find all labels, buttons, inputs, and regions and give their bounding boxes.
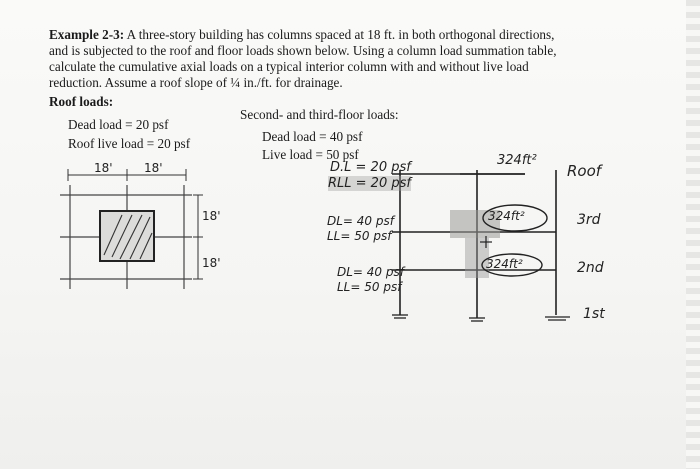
dim-top-right: 18' [144, 161, 163, 175]
page-edge [686, 0, 700, 469]
roof-dl-note: D.L = 20 psf [330, 160, 411, 175]
floor-dead-load: Dead load = 40 psf [262, 129, 363, 144]
example-label: Example 2-3: [49, 27, 125, 42]
roof-dead-load: Dead load = 20 psf [68, 117, 169, 132]
floor-live-load: Live load = 50 psf [262, 147, 359, 162]
problem-line-4: reduction. Assume a roof slope of ¼ in./ft. for drainage. [49, 75, 343, 90]
area-second-note: 324ft² [486, 257, 523, 271]
floor-loads-heading: Second- and third-floor loads: [240, 107, 399, 122]
roof-live-load: Roof live load = 20 psf [68, 136, 191, 151]
dim-right-upper: 18' [202, 209, 221, 223]
roof-rll-note: RLL = 20 psf [328, 176, 411, 191]
third-ll-note: LL= 50 psf [327, 229, 392, 243]
area-third-note: 324ft² [488, 209, 525, 223]
second-ll-note: LL= 50 psf [337, 280, 402, 294]
level-3rd-label: 3rd [577, 212, 601, 228]
dim-top-left: 18' [94, 161, 113, 175]
level-2nd-label: 2nd [577, 260, 604, 276]
level-1st-label: 1st [583, 306, 605, 322]
problem-line-3: calculate the cumulative axial loads on a typical interior column with and without live load [49, 59, 529, 74]
third-dl-note: DL= 40 psf [327, 214, 394, 228]
area-roof-note: 324ft² [497, 153, 537, 168]
level-roof-label: Roof [567, 162, 602, 180]
dim-right-lower: 18' [202, 256, 221, 270]
column-plan-diagram [60, 155, 230, 295]
roof-loads-heading: Roof loads: [49, 94, 114, 109]
problem-line-2: and is subjected to the roof and floor loads shown below. Using a column load summation table, [49, 43, 557, 58]
second-dl-note: DL= 40 psf [337, 265, 404, 279]
problem-line-1 [49, 27, 554, 42]
problem-text-1: A three-story building has columns spaced at 18 ft. in both orthogonal directions, [126, 27, 555, 42]
